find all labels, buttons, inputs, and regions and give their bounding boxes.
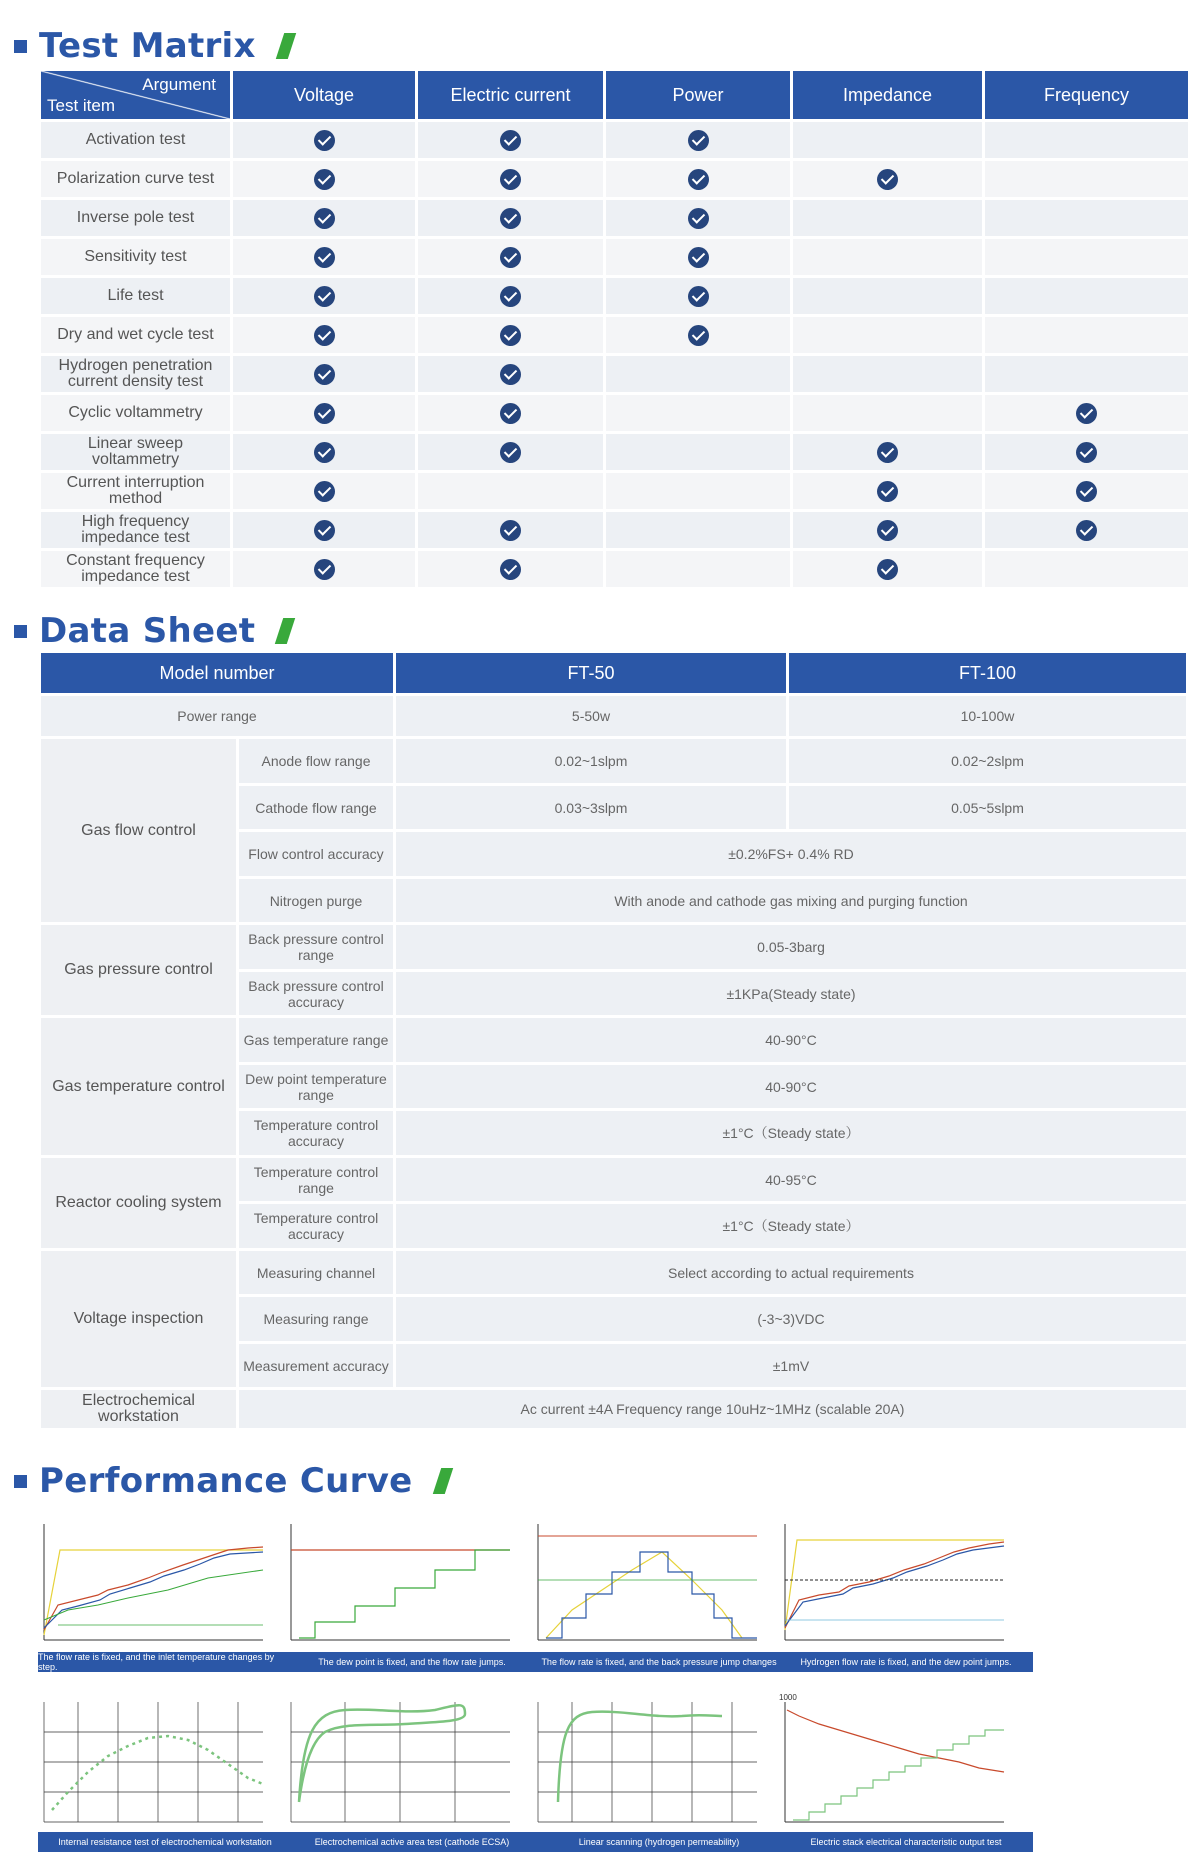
cooling-accuracy-value: ±1°C（Steady state） [396,1204,1186,1248]
table-row [41,278,1188,314]
caption-chart-8: Electric stack electrical characteristic output test [779,1832,1033,1852]
chart-internal-resistance [38,1692,268,1827]
chart-stack-output [779,1692,1009,1827]
check-circle-icon [877,169,898,190]
check-circle-icon [500,520,521,541]
caption-chart-1: The flow rate is fixed, and the inlet temperature changes by step. [38,1652,292,1672]
column-header-power: Power [606,71,790,119]
dew-point-range-value: 40-90°C [396,1065,1186,1108]
check-circle-icon [688,247,709,268]
cell-voltage [233,473,415,509]
cell-power [606,122,790,158]
green-slash-icon [432,1468,452,1494]
cell-impedance [793,434,982,470]
check-circle-icon [877,442,898,463]
cell-frequency [985,200,1188,236]
table-row [41,1390,1186,1428]
check-circle-icon [877,559,898,580]
test-item-label: Sensitivity test [41,239,230,275]
cell-electric-current [418,122,603,158]
check-circle-icon [314,169,335,190]
data-sheet-header-row [41,653,1186,693]
cell-impedance [793,473,982,509]
cell-power [606,317,790,353]
nitrogen-purge-label: Nitrogen purge [239,879,393,922]
column-header-electric-current: Electric current [418,71,603,119]
check-circle-icon [688,286,709,307]
table-row [41,1018,1186,1062]
test-item-label: Polarization curve test [41,161,230,197]
cell-electric-current [418,278,603,314]
cell-electric-current [418,512,603,548]
header-model-number: Model number [41,653,393,693]
cell-voltage [233,551,415,587]
cell-impedance [793,356,982,392]
test-item-label: Constant frequency impedance test [41,551,230,587]
table-row [41,551,1188,587]
check-circle-icon [500,286,521,307]
anode-flow-ft50: 0.02~1slpm [396,739,786,783]
gas-temp-accuracy-value: ±1°C（Steady state） [396,1111,1186,1155]
check-circle-icon [688,169,709,190]
check-circle-icon [500,364,521,385]
cell-frequency [985,356,1188,392]
table-row [41,317,1188,353]
measurement-accuracy-label: Measurement accuracy [239,1344,393,1387]
cell-impedance [793,239,982,275]
check-circle-icon [500,208,521,229]
cell-frequency [985,122,1188,158]
cell-power [606,278,790,314]
cell-frequency [985,317,1188,353]
cathode-flow-label: Cathode flow range [239,786,393,829]
check-circle-icon [877,481,898,502]
cell-voltage [233,512,415,548]
cell-voltage [233,395,415,431]
test-item-label: Current interruption method [41,473,230,509]
cooling-range-label: Temperature control range [239,1158,393,1201]
check-circle-icon [500,325,521,346]
test-matrix-title: Test Matrix [39,26,256,66]
cathode-flow-ft100: 0.05~5slpm [789,786,1186,829]
green-slash-icon [275,618,295,644]
test-item-label: Hydrogen penetration current density test [41,356,230,392]
table-row [41,434,1188,470]
table-row [41,1158,1186,1201]
table-row [41,200,1188,236]
chart-flow-fixed-inlet-temp [38,1510,268,1645]
caption-chart-4: Hydrogen flow rate is fixed, and the dew point jumps. [779,1652,1033,1672]
check-circle-icon [314,403,335,424]
cell-voltage [233,278,415,314]
check-circle-icon [314,442,335,463]
column-header-voltage: Voltage [233,71,415,119]
bullet-square-icon [14,1475,27,1488]
measuring-range-value: (-3~3)VDC [396,1297,1186,1341]
cell-voltage [233,161,415,197]
cell-frequency [985,161,1188,197]
cell-impedance [793,512,982,548]
anode-flow-label: Anode flow range [239,739,393,783]
test-item-label: Activation test [41,122,230,158]
cell-frequency [985,278,1188,314]
check-circle-icon [500,130,521,151]
test-item-label: Linear sweep voltammetry [41,434,230,470]
check-circle-icon [314,208,335,229]
check-circle-icon [500,442,521,463]
diagonal-header-cell [41,71,230,119]
back-pressure-accuracy-label: Back pressure control accuracy [239,972,393,1015]
table-row [41,356,1188,392]
check-circle-icon [1076,442,1097,463]
chart-linear-scanning [532,1692,762,1827]
caption-chart-6: Electrochemical active area test (cathode ECSA) [285,1832,539,1852]
cell-power [606,356,790,392]
table-row [41,1251,1186,1294]
header-ft50: FT-50 [396,653,786,693]
data-sheet-heading [14,611,291,651]
cell-power [606,200,790,236]
check-circle-icon [314,286,335,307]
table-row [41,161,1188,197]
check-circle-icon [1076,403,1097,424]
electrochemical-workstation-group: Electrochemical workstation [41,1390,236,1428]
check-circle-icon [877,520,898,541]
power-range-ft100: 10-100w [789,696,1186,736]
cell-electric-current [418,317,603,353]
test-matrix-heading [14,26,292,66]
bullet-square-icon [14,40,27,53]
argument-label: Argument [142,75,216,94]
cell-power [606,434,790,470]
back-pressure-range-label: Back pressure control range [239,925,393,969]
gas-temp-range-label: Gas temperature range [239,1018,393,1062]
cell-electric-current [418,200,603,236]
performance-curve-heading [14,1461,449,1501]
bullet-square-icon [14,625,27,638]
voltage-inspection-group: Voltage inspection [41,1251,236,1387]
cell-impedance [793,395,982,431]
cell-voltage [233,239,415,275]
cell-electric-current [418,239,603,275]
check-circle-icon [314,247,335,268]
cell-frequency [985,551,1188,587]
check-circle-icon [500,247,521,268]
cell-impedance [793,551,982,587]
cell-impedance [793,161,982,197]
check-circle-icon [500,403,521,424]
check-circle-icon [1076,520,1097,541]
check-circle-icon [500,169,521,190]
test-matrix-table [38,68,1191,590]
cell-impedance [793,200,982,236]
power-range-label: Power range [41,696,393,736]
cell-electric-current [418,473,603,509]
flow-accuracy-value: ±0.2%FS+ 0.4% RD [396,832,1186,876]
cell-frequency [985,512,1188,548]
cell-voltage [233,434,415,470]
caption-chart-5: Internal resistance test of electrochemical workstation [38,1832,292,1852]
cell-power [606,239,790,275]
table-row [41,473,1188,509]
cell-frequency [985,395,1188,431]
green-slash-icon [276,33,296,59]
gas-flow-group: Gas flow control [41,739,236,922]
chart-ecsa [285,1692,515,1827]
caption-chart-3: The flow rate is fixed, and the back pressure jump changes [532,1652,786,1672]
test-item-label: Dry and wet cycle test [41,317,230,353]
cell-voltage [233,200,415,236]
cathode-flow-ft50: 0.03~3slpm [396,786,786,829]
data-sheet-title: Data Sheet [39,611,256,651]
gas-temperature-group: Gas temperature control [41,1018,236,1155]
column-header-impedance: Impedance [793,71,982,119]
cell-frequency [985,239,1188,275]
test-item-label: High frequency impedance test [41,512,230,548]
performance-curve-title: Performance Curve [39,1461,413,1501]
check-circle-icon [314,481,335,502]
table-row [41,122,1188,158]
chart-hydrogen-flow-dew-point [779,1510,1009,1645]
test-matrix-header-row [41,71,1188,119]
cell-power [606,551,790,587]
cell-power [606,395,790,431]
check-circle-icon [314,325,335,346]
dew-point-range-label: Dew point temperature range [239,1065,393,1108]
column-header-frequency: Frequency [985,71,1188,119]
caption-chart-7: Linear scanning (hydrogen permeability) [532,1832,786,1852]
gas-temp-range-value: 40-90°C [396,1018,1186,1062]
cell-electric-current [418,395,603,431]
caption-chart-2: The dew point is fixed, and the flow rate jumps. [285,1652,539,1672]
back-pressure-range-value: 0.05-3barg [396,925,1186,969]
table-row [41,395,1188,431]
cooling-range-value: 40-95°C [396,1158,1186,1201]
test-item-label: Cyclic voltammetry [41,395,230,431]
cell-electric-current [418,434,603,470]
electrochemical-workstation-value: Ac current ±4A Frequency range 10uHz~1MHz (scalable 20A) [239,1390,1186,1428]
gas-pressure-group: Gas pressure control [41,925,236,1015]
cell-electric-current [418,161,603,197]
table-row [41,925,1186,969]
measuring-channel-label: Measuring channel [239,1251,393,1294]
anode-flow-ft100: 0.02~2slpm [789,739,1186,783]
check-circle-icon [314,559,335,580]
nitrogen-purge-value: With anode and cathode gas mixing and purging function [396,879,1186,922]
cell-power [606,161,790,197]
check-circle-icon [688,130,709,151]
check-circle-icon [314,520,335,541]
table-row [41,239,1188,275]
measuring-channel-value: Select according to actual requirements [396,1251,1186,1294]
cell-frequency [985,473,1188,509]
cell-impedance [793,317,982,353]
cell-impedance [793,122,982,158]
chart-flow-fixed-back-pressure [532,1510,762,1645]
chart-8-axis-top: 1000 [779,1693,797,1702]
cell-electric-current [418,551,603,587]
check-circle-icon [688,208,709,229]
chart-dew-point-fixed-flow-jumps [285,1510,515,1645]
cell-power [606,473,790,509]
check-circle-icon [314,130,335,151]
data-sheet-table [38,650,1189,1431]
measuring-range-label: Measuring range [239,1297,393,1341]
cell-voltage [233,317,415,353]
table-row [41,739,1186,783]
cell-electric-current [418,356,603,392]
flow-accuracy-label: Flow control accuracy [239,832,393,876]
table-row [41,696,1186,736]
measurement-accuracy-value: ±1mV [396,1344,1186,1387]
test-item-label: Inverse pole test [41,200,230,236]
cell-frequency [985,434,1188,470]
cooling-accuracy-label: Temperature control accuracy [239,1204,393,1248]
test-item-label: Test item [47,96,116,115]
gas-temp-accuracy-label: Temperature control accuracy [239,1111,393,1155]
back-pressure-accuracy-value: ±1KPa(Steady state) [396,972,1186,1015]
test-item-label: Life test [41,278,230,314]
check-circle-icon [1076,481,1097,502]
header-ft100: FT-100 [789,653,1186,693]
power-range-ft50: 5-50w [396,696,786,736]
check-circle-icon [688,325,709,346]
cell-impedance [793,278,982,314]
cell-power [606,512,790,548]
check-circle-icon [500,559,521,580]
table-row [41,512,1188,548]
cell-voltage [233,122,415,158]
reactor-cooling-group: Reactor cooling system [41,1158,236,1248]
cell-voltage [233,356,415,392]
check-circle-icon [314,364,335,385]
